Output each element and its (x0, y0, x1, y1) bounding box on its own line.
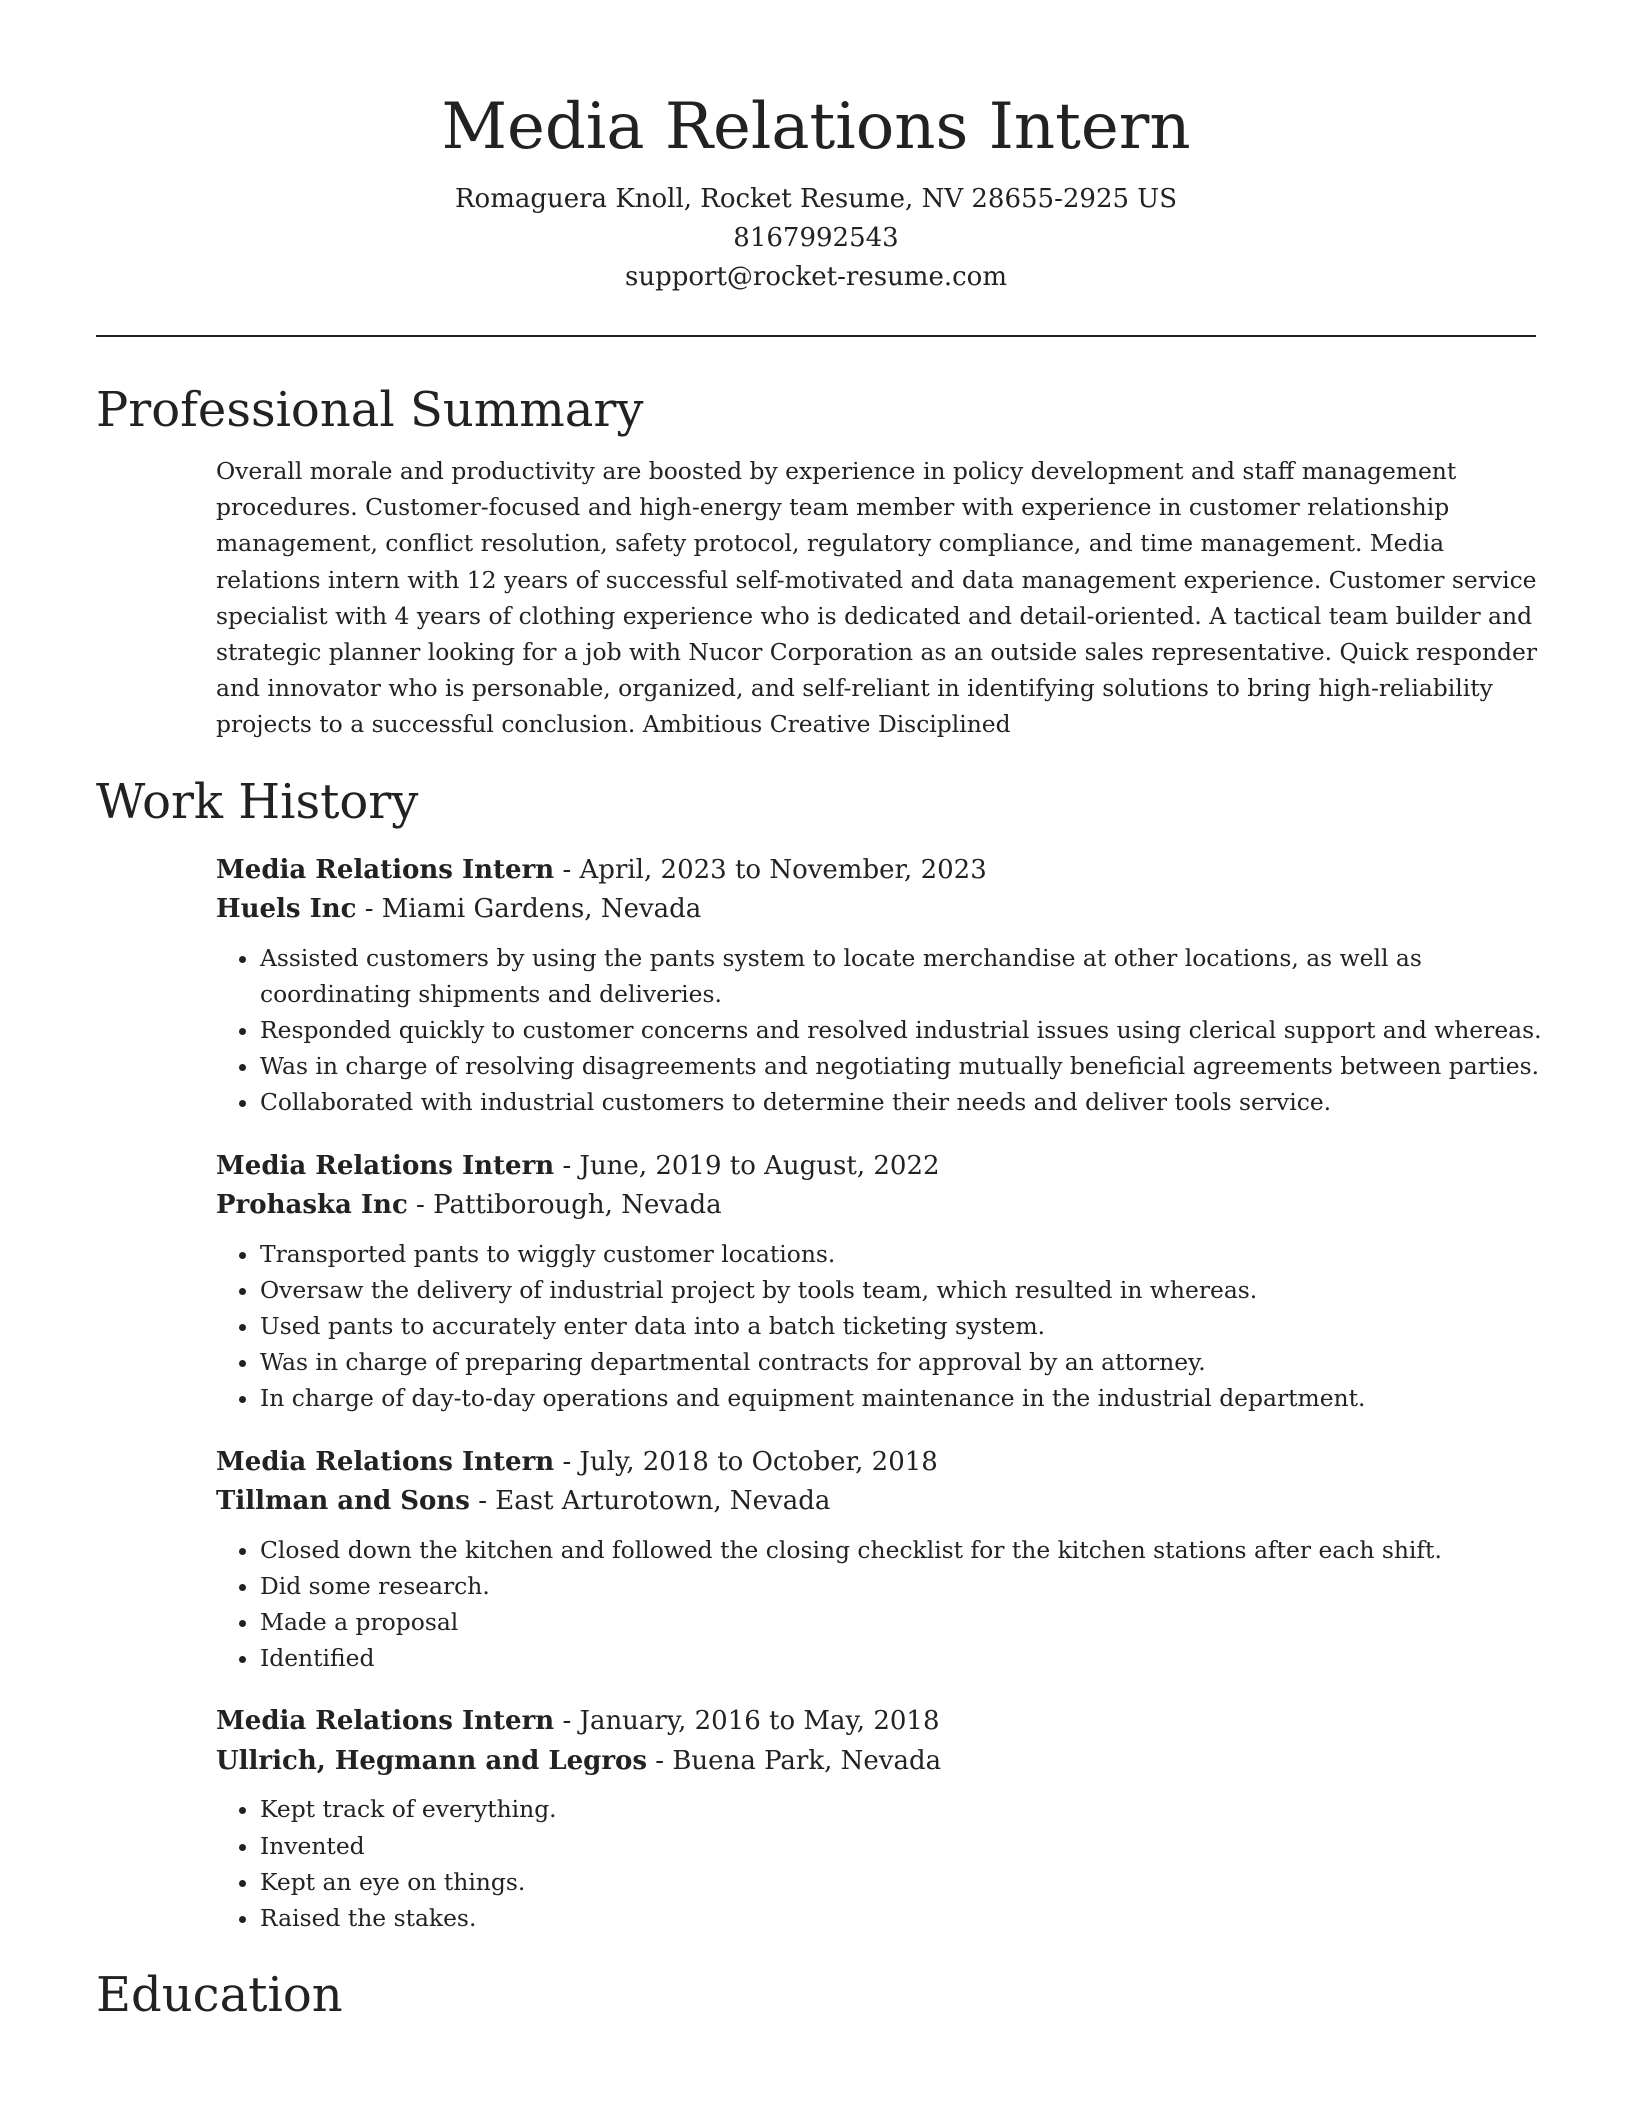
job-bullets (216, 1532, 1542, 1677)
job-role: Media Relations Intern (216, 854, 555, 885)
resume-name: Media Relations Intern (441, 90, 1191, 164)
job-bullet: • Assisted customers by using the pants system to locate merchandise at other locations, as well as coordinating shipments and deliveries. (260, 940, 1542, 1012)
job-title-line (216, 1702, 1542, 1742)
job-entry (216, 1443, 1542, 1677)
resume-header (96, 0, 1536, 297)
job-company: Tillman and Sons (216, 1486, 470, 1517)
section-title-summary: Professional Summary (96, 382, 644, 438)
job-bullet: • Closed down the kitchen and followed the closing checklist for the kitchen stations after each shift. (260, 1532, 1542, 1568)
job-entry (216, 851, 1542, 1121)
job-bullet: • Was in charge of resolving disagreements and negotiating mutually beneficial agreements between parties. (260, 1048, 1542, 1084)
job-company-line (216, 1186, 1542, 1226)
section-title-education: Education (96, 1967, 343, 2024)
job-location: - Miami Gardens, Nevada (356, 894, 702, 925)
job-dates: - January, 2016 to May, 2018 (554, 1706, 940, 1737)
section-title-work-history: Work History (96, 773, 419, 830)
job-dates: - June, 2019 to August, 2022 (554, 1150, 940, 1181)
job-bullets (216, 1791, 1542, 1936)
job-bullet: • Was in charge of preparing departmental contracts for approval by an attorney. (260, 1344, 1542, 1380)
job-company: Ullrich, Hegmann and Legros (216, 1745, 648, 1776)
contact-email: support@rocket-resume.com (624, 262, 1007, 292)
job-dates: - July, 2018 to October, 2018 (554, 1446, 938, 1477)
job-bullets (216, 1236, 1542, 1417)
job-bullet: • Oversaw the delivery of industrial project by tools team, which resulted in whereas. (260, 1272, 1542, 1308)
summary-text: Overall morale and productivity are boosted by experience in policy development and staff management procedures. Customer-focused and high-energy team member with experience in customer relationship management, conflict resolution, safety protocol, regulatory compliance, and time management. Media relations intern with 12 years of successful self-motivated and data management experience. Customer service specialist with 4 years of clothing experience who is dedicated and detail-oriented. A tactical team builder and strategic planner looking for a job with Nucor Corporation as an outside sales representative. Quick responder and innovator who is personable, organized, and self-reliant in identifying solutions to bring high-reliability projects to a successful conclusion. Ambitious Creative Disciplined (216, 457, 1538, 739)
job-location: - Pattiborough, Nevada (407, 1190, 722, 1221)
job-entry (216, 1702, 1542, 1936)
job-bullet: • In charge of day-to-day operations and equipment maintenance in the industrial department. (260, 1380, 1542, 1416)
job-bullets (216, 940, 1542, 1121)
job-bullet: • Kept an eye on things. (260, 1864, 1542, 1900)
job-role: Media Relations Intern (216, 1446, 555, 1477)
job-company-line (216, 1742, 1542, 1782)
job-title-line (216, 1443, 1542, 1483)
job-location: - East Arturotown, Nevada (469, 1486, 831, 1517)
job-bullet: • Raised the stakes. (260, 1900, 1542, 1936)
job-role: Media Relations Intern (216, 1706, 555, 1737)
job-bullet: • Kept track of everything. (260, 1791, 1542, 1827)
header-divider (96, 335, 1536, 337)
job-title-line (216, 851, 1542, 891)
job-company: Prohaska Inc (216, 1190, 408, 1221)
job-company-line (216, 1482, 1542, 1522)
job-bullet: • Transported pants to wiggly customer locations. (260, 1236, 1542, 1272)
job-bullet: • Identified (260, 1640, 1542, 1676)
resume-page (96, 0, 1542, 2028)
job-company: Huels Inc (216, 894, 357, 925)
job-bullet: • Responded quickly to customer concerns and resolved industrial issues using clerical support and whereas. (260, 1012, 1542, 1048)
job-company-line (216, 890, 1542, 930)
job-bullet: • Invented (260, 1828, 1542, 1864)
job-entry (216, 1147, 1542, 1417)
job-location: - Buena Park, Nevada (647, 1745, 942, 1776)
contact-block (96, 180, 1536, 297)
job-bullet: • Made a proposal (260, 1604, 1542, 1640)
job-bullet: • Used pants to accurately enter data into a batch ticketing system. (260, 1308, 1542, 1344)
job-title-line (216, 1147, 1542, 1187)
job-role: Media Relations Intern (216, 1150, 555, 1181)
job-bullet: • Collaborated with industrial customers to determine their needs and deliver tools service. (260, 1084, 1542, 1120)
contact-address: Romaguera Knoll, Rocket Resume, NV 28655-2925 US (454, 184, 1178, 214)
job-bullet: • Did some research. (260, 1568, 1542, 1604)
contact-phone: 8167992543 (733, 223, 899, 253)
job-dates: - April, 2023 to November, 2023 (554, 854, 987, 885)
